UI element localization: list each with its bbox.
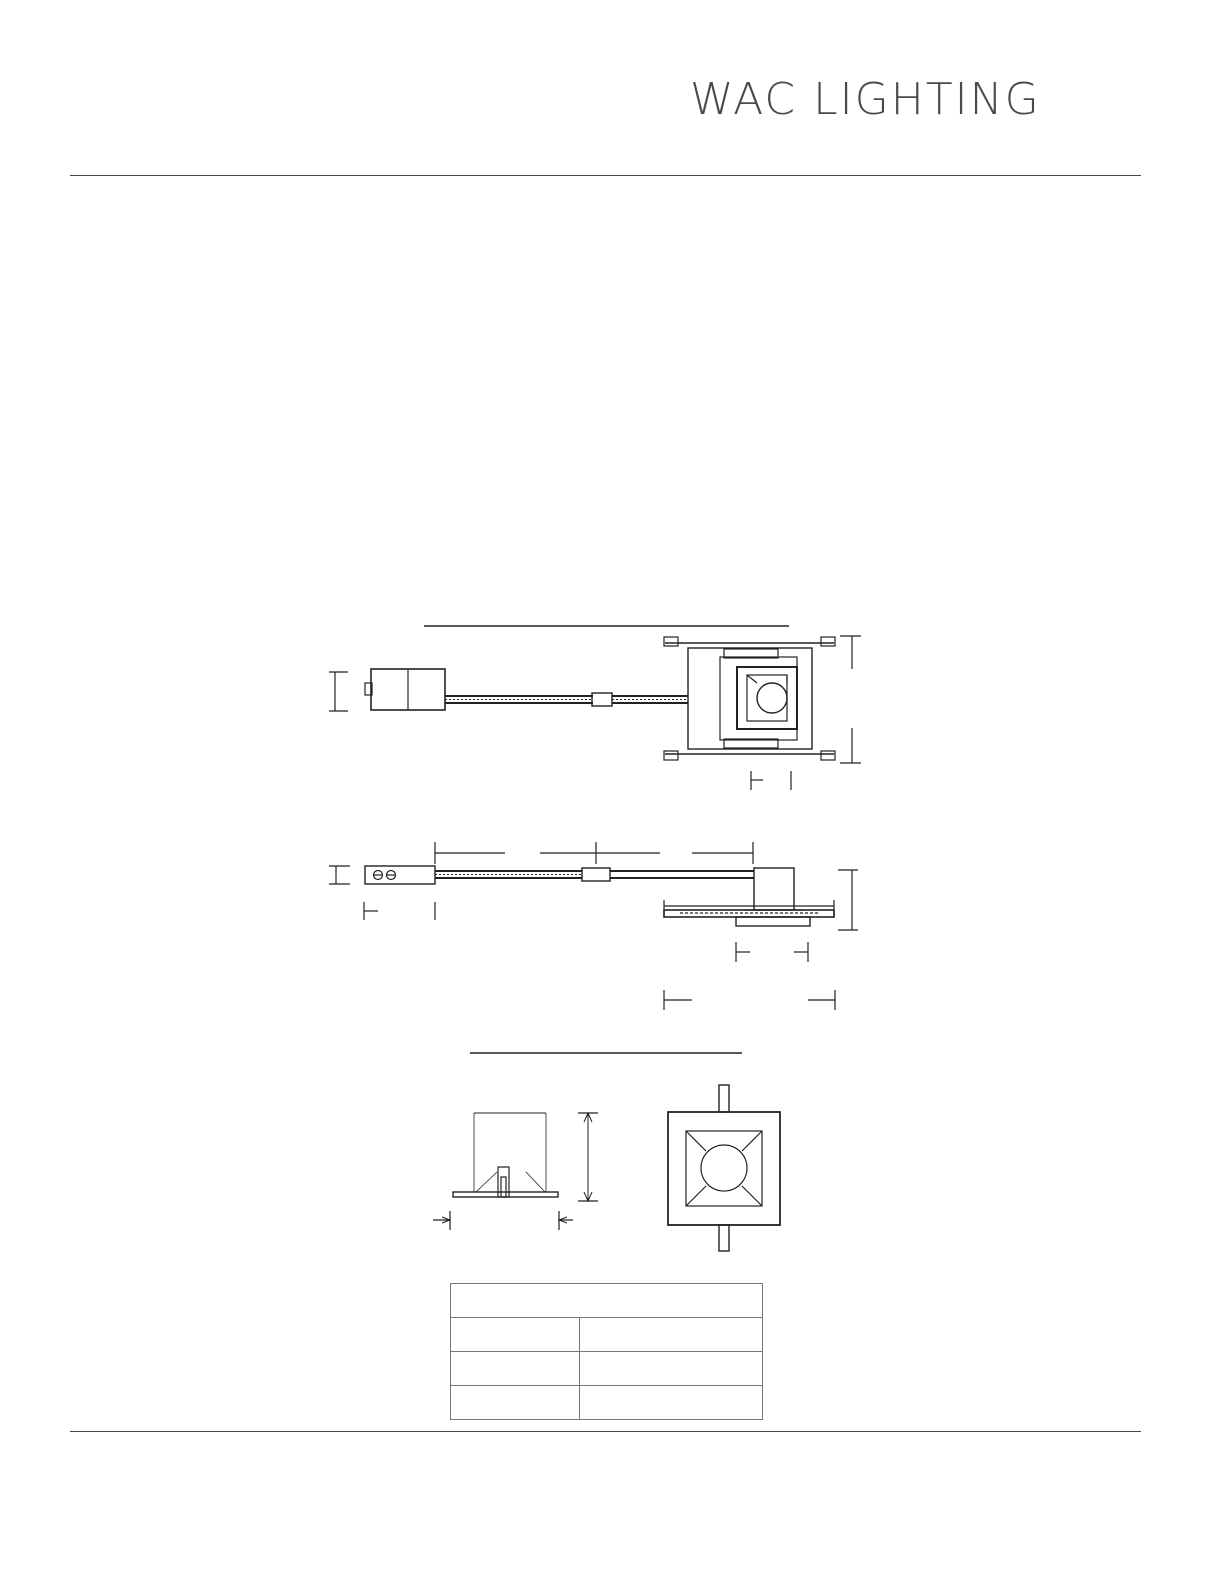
side-view-drawing: [329, 842, 858, 1010]
table-row: [451, 1352, 763, 1386]
table-cell: [580, 1352, 763, 1386]
table-title: [451, 1284, 763, 1318]
table-cell: [451, 1386, 580, 1420]
table-cell: [451, 1318, 580, 1352]
table-cell: [451, 1352, 580, 1386]
table-cell: [580, 1386, 763, 1420]
top-view-drawing: [329, 626, 861, 790]
trim-views-drawing: [433, 1053, 780, 1251]
table-cell: [580, 1318, 763, 1352]
table-header-row: [451, 1284, 763, 1318]
spec-table: [450, 1283, 763, 1420]
table-row: [451, 1386, 763, 1420]
brand-name: WAC LIGHTING: [690, 74, 1041, 125]
table-row: [451, 1318, 763, 1352]
